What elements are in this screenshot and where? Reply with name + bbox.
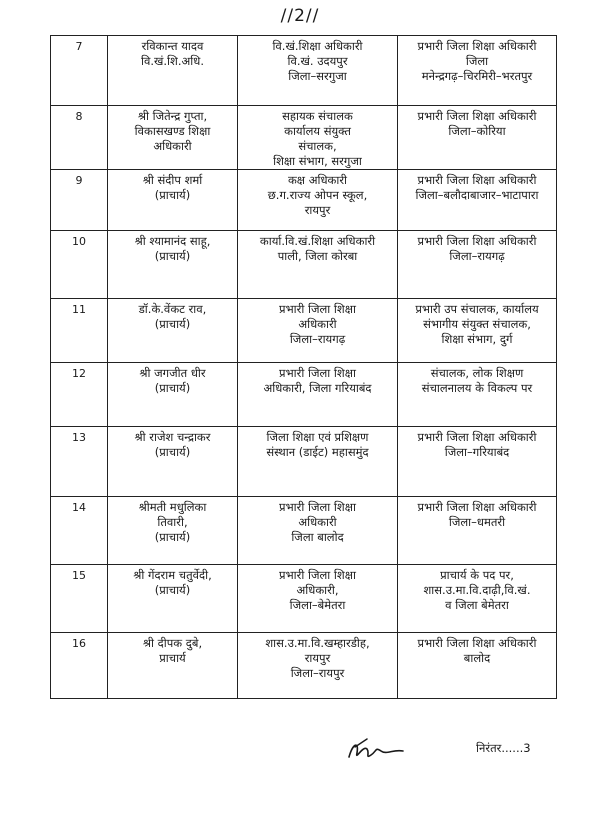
from-line: शास.उ.मा.वि.खम्हारडीह, [265,636,370,650]
table-row [51,231,557,299]
name-line: डॉ.के.वेंकट राव, [138,302,207,316]
serial-number-cell: 8 [51,106,108,170]
to-line: प्रभारी जिला शिक्षा अधिकारी [417,500,537,514]
to-line: संचालक, लोक शिक्षण [430,366,524,380]
table-row [51,633,557,699]
to-line: प्रभारी जिला शिक्षा अधिकारी [417,234,537,248]
name-line: श्री राजेश चन्द्राकर [134,430,211,444]
to-line: प्रभारी जिला शिक्षा अधिकारी [417,109,537,123]
from-line: छ.ग.राज्य ओपन स्कूल, [267,188,368,202]
officer-name-cell [108,231,238,299]
from-line: जिला–रायगढ़ [289,332,346,346]
to-line: मनेन्द्रगढ़–चिरमिरी–भरतपुर [421,69,533,83]
from-line: प्रभारी जिला शिक्षा [279,500,356,514]
new-posting-cell [398,106,557,170]
from-line: कक्ष अधिकारी [287,173,348,187]
current-post-cell [238,106,398,170]
current-post-cell [238,170,398,231]
serial-number-cell: 15 [51,565,108,633]
current-post-cell [238,231,398,299]
from-line: संस्थान (डाईट) महासमुंद [266,445,369,459]
table-row [51,363,557,427]
from-line: शिक्षा संभाग, सरगुजा [273,154,362,168]
from-line: प्रभारी जिला शिक्षा [279,568,356,582]
to-line: संचालनालय के विकल्प पर [421,381,533,395]
table-row [51,170,557,231]
transfer-table [50,35,557,699]
from-line: रायपुर [304,651,331,665]
from-line: सहायक संचालक [282,109,353,123]
officer-name-cell [108,497,238,565]
current-post-cell [238,565,398,633]
current-post-cell [238,427,398,497]
serial-number-cell: 11 [51,299,108,363]
signature [345,735,405,765]
from-line: जिला–सरगुजा [288,69,347,83]
table-row [51,427,557,497]
name-line: (प्राचार्य) [154,317,191,331]
from-line: अधिकारी, [296,583,339,597]
from-line: जिला बालोद [291,530,344,544]
from-line: कार्यालय संयुक्त [284,124,351,138]
name-line: श्री दीपक दुबे, [142,636,203,650]
from-line: प्रभारी जिला शिक्षा [279,366,356,380]
officer-name-cell [108,633,238,699]
officer-name-cell [108,565,238,633]
to-line: प्राचार्य के पद पर, [440,568,514,582]
to-line: जिला–गरियाबंद [444,445,510,459]
new-posting-cell [398,36,557,106]
to-line: जिला–बलौदाबाजार–भाटापारा [415,188,539,202]
name-line: श्री गेंदराम चतुर्वेदी, [133,568,212,582]
name-line: (प्राचार्य) [154,188,191,202]
from-line: रायपुर [304,203,331,217]
to-line: प्रभारी जिला शिक्षा अधिकारी [417,173,537,187]
officer-name-cell [108,170,238,231]
current-post-cell [238,36,398,106]
to-line: संभागीय संयुक्त संचालक, [423,317,531,331]
serial-number-cell: 7 [51,36,108,106]
name-line: (प्राचार्य) [154,249,191,263]
name-line: (प्राचार्य) [154,381,191,395]
from-line: अधिकारी, जिला गरियाबंद [263,381,372,395]
to-line: जिला–कोरिया [448,124,506,138]
to-line: शास.उ.मा.वि.दाढ़ी,वि.खं. [423,583,531,597]
name-line: अधिकारी [153,139,192,153]
from-line: प्रभारी जिला शिक्षा [279,302,356,316]
page-number: //2// [280,6,320,26]
name-line: तिवारी, [157,515,188,529]
to-line: बालोद [463,651,491,665]
new-posting-cell [398,633,557,699]
from-line: कार्या.वि.खं.शिक्षा अधिकारी [259,234,376,248]
to-line: जिला [465,54,489,68]
from-line: वि.खं.शिक्षा अधिकारी [272,39,363,53]
to-line: प्रभारी जिला शिक्षा अधिकारी [417,430,537,444]
table-row [51,299,557,363]
name-line: श्री जितेन्द्र गुप्ता, [137,109,208,123]
from-line: जिला शिक्षा एवं प्रशिक्षण [266,430,369,444]
from-line: जिला–रायपुर [290,666,345,680]
to-line: प्रभारी जिला शिक्षा अधिकारी [417,636,537,650]
table-row [51,106,557,170]
to-line: प्रभारी जिला शिक्षा अधिकारी [417,39,537,53]
officer-name-cell [108,427,238,497]
name-line: रविकान्त यादव [141,39,204,53]
current-post-cell [238,363,398,427]
serial-number-cell: 9 [51,170,108,231]
current-post-cell [238,497,398,565]
name-line: श्रीमती मधुलिका [138,500,207,514]
table-row [51,36,557,106]
current-post-cell [238,633,398,699]
serial-number-cell: 13 [51,427,108,497]
new-posting-cell [398,299,557,363]
continued-note: निरंतर......3 [476,741,531,755]
table-row [51,497,557,565]
name-line: श्री श्यामानंद साहू, [134,234,211,248]
to-line: प्रभारी उप संचालक, कार्यालय [415,302,539,316]
name-line: (प्राचार्य) [154,445,191,459]
officer-name-cell [108,106,238,170]
new-posting-cell [398,363,557,427]
transfer-table-body [51,36,557,699]
officer-name-cell [108,299,238,363]
current-post-cell [238,299,398,363]
to-line: शिक्षा संभाग, दुर्ग [441,332,513,346]
name-line: विकासखण्ड शिक्षा [134,124,211,138]
new-posting-cell [398,565,557,633]
from-line: जिला–बेमेतरा [289,598,346,612]
serial-number-cell: 16 [51,633,108,699]
new-posting-cell [398,231,557,299]
from-line: अधिकारी [298,515,337,529]
from-line: पाली, जिला कोरबा [277,249,358,263]
serial-number-cell: 14 [51,497,108,565]
name-line: (प्राचार्य) [154,583,191,597]
serial-number-cell: 12 [51,363,108,427]
officer-name-cell [108,363,238,427]
name-line: श्री जगजीत धीर [139,366,206,380]
table-row [51,565,557,633]
new-posting-cell [398,427,557,497]
name-line: (प्राचार्य) [154,530,191,544]
name-line: श्री संदीप शर्मा [142,173,203,187]
to-line: जिला–रायगढ़ [449,249,505,263]
officer-name-cell [108,36,238,106]
from-line: संचालक, [298,139,337,153]
name-line: वि.खं.शि.अधि. [140,54,205,68]
from-line: अधिकारी [298,317,337,331]
to-line: जिला–धमतरी [448,515,506,529]
name-line: प्राचार्य [159,651,186,665]
new-posting-cell [398,170,557,231]
serial-number-cell: 10 [51,231,108,299]
from-line: वि.खं. उदयपुर [287,54,348,68]
to-line: व जिला बेमेतरा [445,598,509,612]
new-posting-cell [398,497,557,565]
